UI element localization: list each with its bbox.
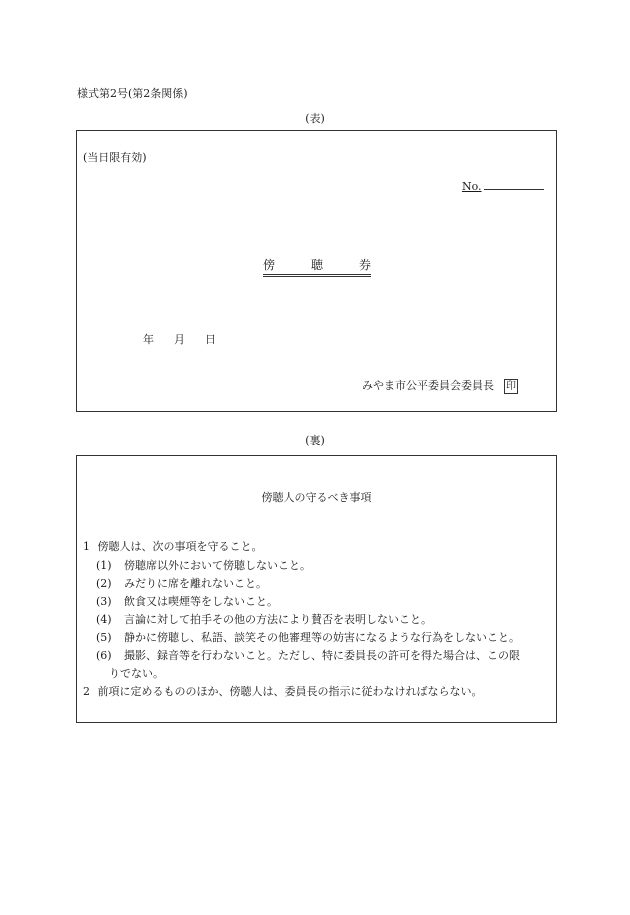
rule-subitem — [96, 629, 520, 645]
subitem-number: (1) — [96, 559, 112, 572]
date-month-unit: 月 — [174, 333, 185, 346]
issue-date-row — [143, 331, 216, 347]
rule-subitem — [96, 575, 267, 591]
validity-note: (当日限有効) — [83, 151, 147, 164]
rule-subitem-continuation: りでない。 — [109, 667, 164, 680]
ticket-number-field — [462, 179, 544, 193]
ticket-back-card — [76, 455, 557, 723]
rule-subitem — [96, 557, 311, 573]
ticket-front-card — [76, 130, 557, 412]
rule-text: 前項に定めるもののほか、傍聴人は、委員長の指示に従わなければならない。 — [97, 685, 483, 698]
rule-text: 傍聴人は、次の事項を守ること。 — [97, 540, 263, 553]
rule-1 — [83, 538, 263, 554]
issuer-row — [362, 377, 518, 394]
subitem-number: (5) — [96, 631, 112, 644]
back-side-heading: (裏) — [305, 434, 325, 447]
rule-subitem — [96, 593, 278, 609]
subitem-number: (6) — [96, 649, 112, 662]
rule-number: 1 — [83, 540, 90, 553]
rules-title: 傍聴人の守るべき事項 — [261, 491, 372, 504]
ticket-title-char: 券 — [359, 258, 372, 272]
subitem-text: 言論に対して拍手その他の方法により賛否を表明しないこと。 — [124, 613, 432, 626]
ticket-title-char: 傍 — [263, 258, 276, 272]
subitem-text: 飲食又は喫煙等をしないこと。 — [124, 595, 278, 608]
form-number: 様式第2号(第2条関係) — [77, 87, 188, 100]
ticket-number-label: No. — [462, 180, 482, 193]
subitem-text: 静かに傍聴し、私語、談笑その他審理等の妨害になるような行為をしないこと。 — [124, 631, 520, 644]
date-day-unit: 日 — [205, 333, 216, 346]
rule-number: 2 — [83, 685, 90, 698]
subitem-number: (2) — [96, 577, 112, 590]
front-side-heading: (表) — [305, 112, 325, 125]
subitem-number: (3) — [96, 595, 112, 608]
ticket-title-char: 聴 — [311, 258, 324, 272]
subitem-text: 傍聴席以外において傍聴しないこと。 — [124, 559, 311, 572]
subitem-text: 撮影、録音等を行わないこと。ただし、特に委員長の許可を得た場合は、この限 — [124, 649, 520, 662]
ticket-number-blank — [484, 179, 544, 190]
rule-subitem — [96, 611, 432, 627]
date-year-unit: 年 — [143, 333, 154, 346]
issuer-name: みやま市公平委員会委員長 — [362, 379, 494, 392]
ticket-title — [263, 256, 371, 277]
subitem-text: みだりに席を離れないこと。 — [124, 577, 267, 590]
rule-subitem — [96, 647, 520, 663]
rule-2 — [83, 683, 483, 699]
subitem-number: (4) — [96, 613, 112, 626]
seal-mark: 印 — [506, 381, 516, 392]
